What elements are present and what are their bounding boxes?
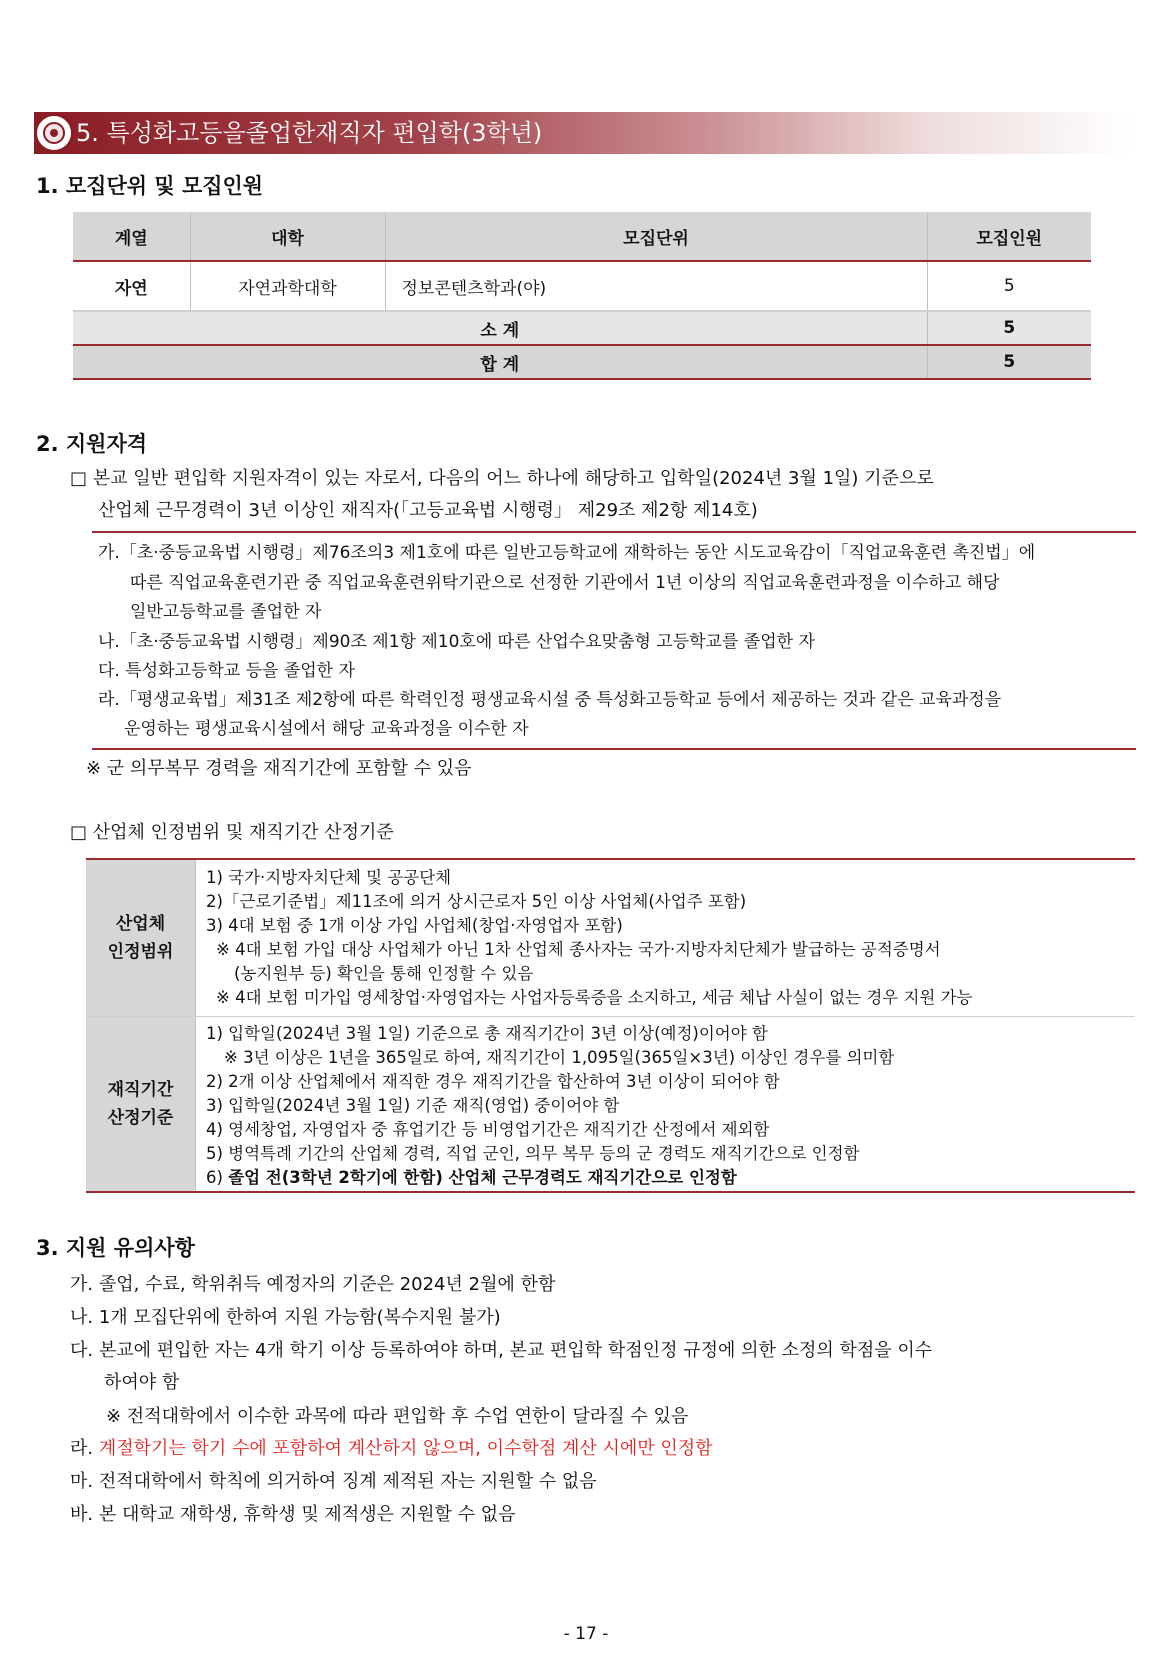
col-header-quota: 모집인원 bbox=[927, 212, 1091, 261]
qualification-criteria-box bbox=[92, 531, 1136, 750]
note-ra bbox=[70, 1434, 713, 1460]
scope-label-line-1: 산업체 bbox=[115, 914, 166, 934]
criteria-item-ra: 라.「평생교육법」제31조 제2항에 따른 학력인정 평생교육시설 중 특성화고등학교 등에서 제공하는 것과 같은 교육과정을 bbox=[98, 690, 1002, 710]
note-ra-prefix: 라. bbox=[70, 1438, 94, 1459]
period-item: 5) 병역특례 기간의 산업체 경력, 직업 군인, 의무 복무 등의 군 경력도 재직기간으로 인정함 bbox=[206, 1144, 860, 1163]
note-da: 다. 본교에 편입한 자는 4개 학기 이상 등록하여야 하며, 본교 편입학 학점인정 규정에 의한 소정의 학점을 이수 bbox=[70, 1340, 933, 1361]
note-da-remark: ※ 전적대학에서 이수한 과목에 따라 편입학 후 수업 연한이 달라질 수 있음 bbox=[106, 1406, 689, 1427]
heading-recruitment: 1. 모집단위 및 모집인원 bbox=[36, 174, 264, 198]
total-row bbox=[73, 345, 1091, 379]
criteria-item-ga-cont: 일반고등학교를 졸업한 자 bbox=[130, 602, 322, 622]
period-label-line-1: 재직기간 bbox=[107, 1080, 174, 1100]
period-item: 1) 입학일(2024년 3월 1일) 기준으로 총 재직기간이 3년 이상(예정)이어야 함 bbox=[206, 1024, 768, 1043]
cell-field: 자연 bbox=[73, 261, 190, 311]
note-ma: 마. 전적대학에서 학칙에 의거하여 징계 제적된 자는 지원할 수 없음 bbox=[70, 1471, 597, 1492]
cell-quota: 5 bbox=[927, 261, 1091, 311]
industry-criteria-table bbox=[86, 858, 1135, 1193]
subtotal-label: 소 계 bbox=[73, 311, 927, 345]
period-label-line-2: 산정기준 bbox=[107, 1108, 174, 1128]
scope-item-note: ※ 4대 보험 미가입 영세창업·자영업자는 사업자등록증을 소지하고, 세금 체납 사실이 없는 경우 지원 가능 bbox=[216, 988, 973, 1007]
cell-unit: 정보콘텐츠학과(야) bbox=[385, 261, 927, 311]
scope-item: 3) 4대 보험 중 1개 이상 가입 사업체(창업·자영업자 포함) bbox=[206, 916, 623, 935]
period-item: 4) 영세창업, 자영업자 중 휴업기간 등 비영업기간은 재직기간 산정에서 제외함 bbox=[206, 1120, 770, 1139]
scope-item-note-cont: (농지원부 등) 확인을 통해 인정할 수 있음 bbox=[234, 964, 534, 983]
subtotal-value: 5 bbox=[927, 311, 1091, 345]
table-header-row bbox=[73, 212, 1091, 261]
scope-item: 2)「근로기준법」제11조에 의거 상시근로자 5인 이상 사업체(사업주 포함) bbox=[206, 892, 747, 911]
period-item-note: ※ 3년 이상은 1년을 365일로 하여, 재직기간이 1,095일(365일×3년) 이상인 경우를 의미함 bbox=[224, 1048, 895, 1067]
period-item-6-text: 졸업 전(3학년 2학기에 한함) 산업체 근무경력도 재직기간으로 인정함 bbox=[228, 1168, 737, 1187]
scope-item: 1) 국가·지방자치단체 및 공공단체 bbox=[206, 868, 452, 887]
period-item-6-number: 6) bbox=[206, 1168, 223, 1187]
criteria-item-ga: 가.「초·중등교육법 시행령」제76조의3 제1호에 따른 일반고등학교에 재학하는 동안 시도교육감이「직업교육훈련 촉진법」에 bbox=[98, 543, 1036, 563]
heading-qualification: 2. 지원자격 bbox=[36, 432, 148, 456]
military-service-note: ※ 군 의무복무 경력을 재직기간에 포함할 수 있음 bbox=[86, 758, 472, 779]
industry-heading: □ 산업체 인정범위 및 재직기간 산정기준 bbox=[70, 822, 394, 843]
scope-label-line-2: 인정범위 bbox=[107, 942, 174, 962]
note-ra-text: 계절학기는 학기 수에 포함하여 계산하지 않으며, 이수학점 계산 시에만 인정함 bbox=[98, 1438, 713, 1459]
section-title: 5. 특성화고등을졸업한재직자 편입학(3학년) bbox=[76, 119, 543, 147]
total-value: 5 bbox=[927, 345, 1091, 379]
scope-item-note: ※ 4대 보험 가입 대상 사업체가 아닌 1차 산업체 종사자는 국가·지방자치단체가 발급하는 공적증명서 bbox=[216, 940, 941, 959]
page-number: - 17 - bbox=[563, 1624, 609, 1644]
qualification-intro-line-2: 산업체 근무경력이 3년 이상인 재직자(「고등교육법 시행령」 제29조 제2항 제14호) bbox=[98, 500, 758, 521]
university-emblem-icon bbox=[34, 113, 74, 153]
period-item-6 bbox=[206, 1164, 737, 1188]
criteria-item-ga-cont: 따른 직업교육훈련기관 중 직업교육훈련위탁기관으로 선정한 기관에서 1년 이상의 직업교육훈련과정을 이수하고 해당 bbox=[130, 573, 1000, 593]
cell-college: 자연과학대학 bbox=[190, 261, 385, 311]
note-na: 나. 1개 모집단위에 한하여 지원 가능함(복수지원 불가) bbox=[70, 1307, 501, 1328]
criteria-item-ra-cont: 운영하는 평생교육시설에서 해당 교육과정을 이수한 자 bbox=[124, 719, 529, 739]
recruitment-table bbox=[73, 212, 1091, 380]
criteria-item-na: 나.「초·중등교육법 시행령」제90조 제1항 제10호에 따른 산업수요맞춤형 고등학교를 졸업한 자 bbox=[98, 632, 815, 652]
note-ga: 가. 졸업, 수료, 학위취득 예정자의 기준은 2024년 2월에 한함 bbox=[70, 1274, 556, 1295]
note-ba: 바. 본 대학교 재학생, 휴학생 및 제적생은 지원할 수 없음 bbox=[70, 1504, 516, 1525]
col-header-unit: 모집단위 bbox=[385, 212, 927, 261]
subtotal-row bbox=[73, 311, 1091, 345]
qualification-intro-line-1: □ 본교 일반 편입학 지원자격이 있는 자로서, 다음의 어느 하나에 해당하고 입학일(2024년 3월 1일) 기준으로 bbox=[70, 468, 934, 489]
note-da-cont: 하여야 함 bbox=[104, 1372, 180, 1393]
period-item: 2) 2개 이상 산업체에서 재직한 경우 재직기간을 합산하여 3년 이상이 되어야 함 bbox=[206, 1072, 780, 1091]
col-header-college: 대학 bbox=[190, 212, 385, 261]
col-header-field: 계열 bbox=[73, 212, 190, 261]
heading-notes: 3. 지원 유의사항 bbox=[36, 1236, 195, 1260]
period-item: 3) 입학일(2024년 3월 1일) 기준 재직(영업) 중이어야 함 bbox=[206, 1096, 620, 1115]
total-label: 합 계 bbox=[73, 345, 927, 379]
criteria-item-da: 다. 특성화고등학교 등을 졸업한 자 bbox=[98, 661, 355, 681]
table-row bbox=[73, 261, 1091, 311]
